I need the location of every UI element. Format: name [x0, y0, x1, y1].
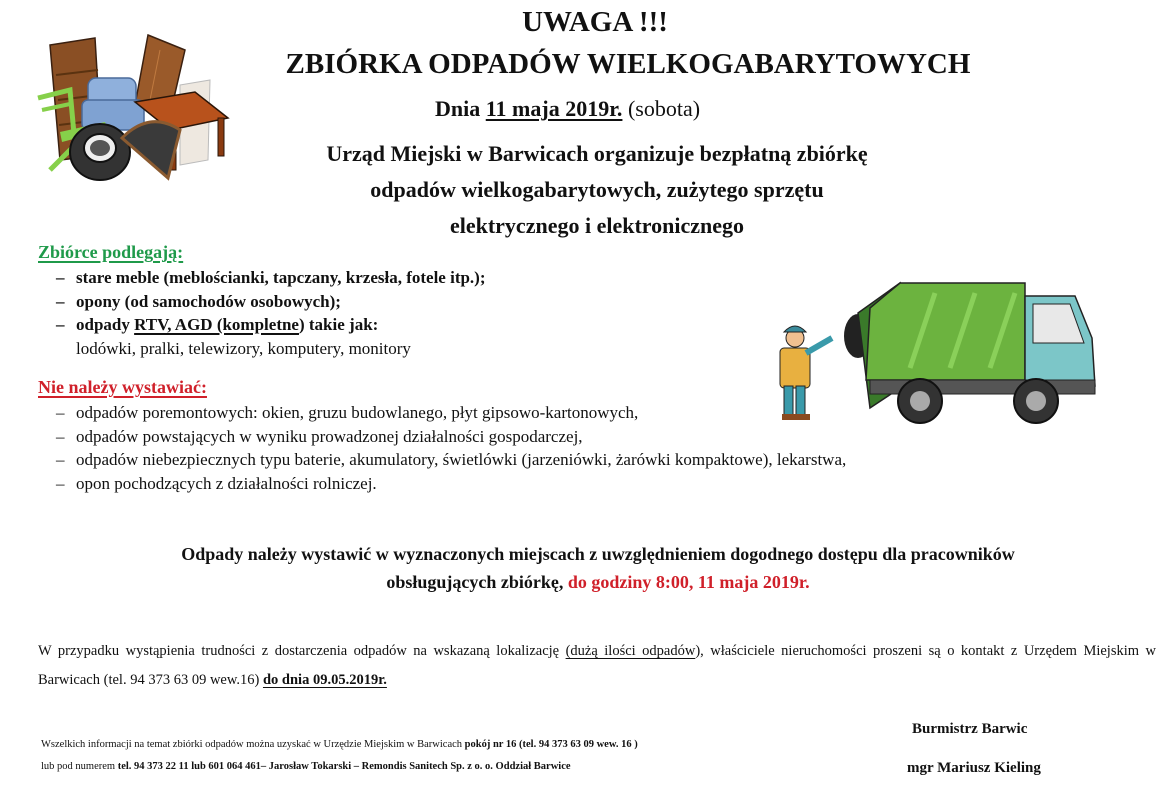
dash: – [56, 403, 65, 422]
item-prefix: odpady [76, 315, 135, 334]
organizer-line: Urząd Miejski w Barwicach organizuje bezpłatną zbiórkę [326, 141, 868, 166]
footer-info [41, 734, 638, 778]
footer-text: lub pod numerem [41, 761, 118, 772]
item-text: stare meble (meblościanki, tapczany, krzesła, fotele itp.); [76, 268, 486, 287]
footer-text: Wszelkich informacji na temat zbiórki odpadów można uzyskać w Urzędzie Miejskim w Barwicach [41, 739, 465, 750]
deadline-prefix: obsługujących zbiórkę, [386, 572, 568, 592]
deadline-notice [0, 540, 1164, 596]
item-text [76, 313, 378, 337]
dash: – [56, 450, 65, 469]
day-of-week: (sobota) [622, 96, 701, 121]
item-suffix: ) takie jak: [298, 315, 379, 334]
rejected-heading: Nie należy wystawiać: [38, 377, 207, 397]
list-item [56, 313, 486, 337]
item-text: odpadów powstających w wyniku prowadzonej działalności gospodarczej, [76, 426, 583, 446]
signature-title: Burmistrz Barwic [912, 721, 1028, 737]
contact-deadline: do dnia 09.05.2019r. [262, 672, 387, 688]
list-item [56, 425, 846, 449]
contact-text: ), właściciele nieruchomości proszeni są o kontakt z Urzędem Miejskim w Barwicach (tel. 94 373 63 09 wew.16) [38, 643, 1156, 688]
list-item [56, 401, 846, 425]
contact-text: W przypadku wystąpienia trudności z dostarczenia odpadów na wskazaną lokalizację [38, 643, 566, 659]
item-text: odpadów poremontowych: okien, gruzu budowlanego, płyt gipsowo-kartonowych, [76, 403, 639, 422]
dash: – [56, 426, 65, 446]
dash: – [56, 473, 65, 493]
footer-room-phone: pokój nr 16 (tel. 94 373 63 09 wew. 16 ) [464, 739, 638, 750]
dash: – [56, 268, 65, 287]
rtv-agd-underlined: RTV, AGD (kompletne [134, 315, 299, 334]
accepted-heading: Zbiórce podlegają: [38, 242, 184, 262]
footer-line [41, 734, 638, 756]
dash: – [56, 315, 65, 334]
collection-title: ZBIÓRKA ODPADÓW WIELKOGABARYTOWYCH [285, 48, 971, 80]
notice-title: UWAGA !!! [522, 6, 668, 38]
contact-paragraph [38, 637, 1156, 695]
armchair-icon [82, 78, 144, 130]
deadline-time: do godziny 8:00, 11 maja 2019r. [567, 572, 810, 592]
rejected-list [56, 401, 846, 495]
list-item [56, 472, 846, 496]
item-text: odpadów niebezpiecznych typu baterie, akumulatory, świetlówki (jarzeniówki, żarówki kompaktowe), lekarstwa, [76, 450, 847, 469]
deadline-line2 [32, 568, 1164, 596]
list-item [56, 290, 486, 314]
dash: – [56, 291, 65, 311]
accepted-list [56, 266, 486, 360]
item-text: opony (od samochodów osobowych); [76, 291, 341, 311]
deadline-line1: Odpady należy wystawić w wyznaczonych miejscach z uwzględnieniem dogodnego dostępu dla pracowników [181, 544, 1015, 564]
footer-line [41, 756, 638, 778]
signature-name: mgr Mariusz Kieling [907, 760, 1041, 776]
collection-date: 11 maja 2019r. [485, 96, 623, 121]
date-prefix: Dnia [435, 96, 486, 121]
large-amount-note: (dużą ilości odpadów [565, 643, 696, 659]
organizer-statement [0, 136, 1164, 244]
footer-contractor-phone: tel. 94 373 22 11 lub 601 064 461– Jarosław Tokarski – Remondis Sanitech Sp. z o. o. Oddział Barwice [117, 761, 571, 772]
list-subitem: lodówki, pralki, telewizory, komputery, monitory [76, 338, 411, 358]
item-text: opon pochodzących z działalności rolniczej. [76, 473, 377, 493]
list-item [56, 266, 486, 290]
organizer-line: elektrycznego i elektronicznego [449, 213, 745, 238]
collection-date-line [435, 96, 700, 122]
list-item [56, 448, 846, 472]
truck-body [858, 283, 1095, 408]
organizer-line: odpadów wielkogabarytowych, zużytego sprzętu [370, 177, 824, 202]
